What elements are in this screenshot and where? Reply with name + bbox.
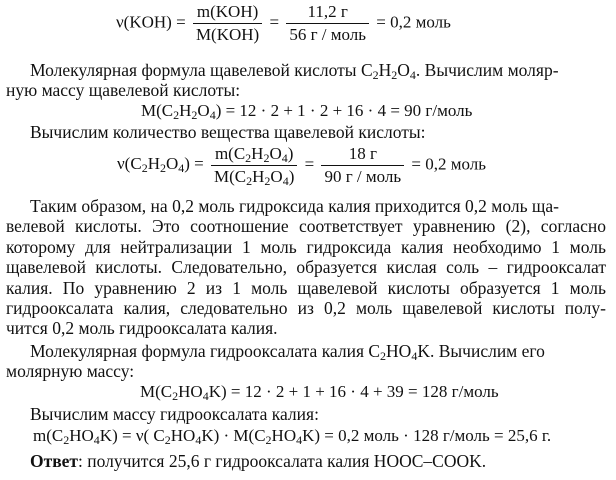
fraction-mass-over-molar [211, 144, 297, 187]
text-segment: K) · M(C [201, 426, 266, 445]
fraction-denominator [211, 166, 297, 187]
fraction-denominator: 56 г / моль [289, 25, 367, 44]
subscript: 4 [296, 433, 303, 447]
subscript: 2 [372, 68, 379, 82]
subscript: 2 [159, 161, 166, 176]
formula-lhs [117, 154, 204, 176]
paragraph-line: Вычислим массу гидрооксалата калия: [30, 404, 319, 424]
text-segment: H [147, 154, 160, 174]
formula-oxalic-molar-mass [141, 101, 472, 121]
subscript: 4 [195, 433, 202, 447]
text-segment: M(C [141, 101, 174, 120]
paragraph-line: велевой кислоты. Это соотношение соответствует уравнению (2), согласно [6, 216, 606, 236]
text-segment: ) [287, 144, 294, 163]
subscript: 2 [245, 151, 252, 165]
fraction-denominator: M(KOH) [195, 25, 260, 44]
paragraph-line: ную массу щавелевой кислоты: [6, 80, 241, 100]
subscript: 2 [141, 161, 148, 176]
answer-line [30, 451, 486, 471]
text-segment: K) = ν( C [99, 426, 165, 445]
fraction-mass-over-molar [193, 2, 262, 45]
subscript: 4 [281, 151, 288, 165]
paragraph-line: калия. По уравнению 2 из 1 моль щавелевой кислоты образуется 1 моль [6, 278, 606, 298]
fraction-numerator [211, 144, 297, 166]
text-segment: HO [271, 426, 297, 445]
fraction-numerator: 18 г [321, 144, 404, 166]
formula-lhs: ν(KOH) = [116, 12, 186, 32]
text-segment: O [269, 144, 282, 163]
equals-sign: = [269, 12, 280, 32]
fraction-numerator: 11,2 г [286, 2, 369, 24]
paragraph-line: щавелевой кислоты. Следовательно, образуется кислая соль – гидрооксалат [6, 257, 606, 277]
subscript: 4 [409, 68, 416, 82]
text-segment: Молекулярная формула гидрооксалата калия C [30, 341, 381, 361]
text-segment: O [397, 60, 410, 80]
text-segment: HO [170, 426, 196, 445]
formula-result: = 0,2 моль [376, 12, 451, 32]
subscript: 4 [411, 349, 418, 363]
subscript: 2 [191, 108, 198, 122]
formula-hydrooxalate-molar-mass [140, 382, 499, 402]
paragraph-line: Таким образом, на 0,2 моль гидроксида калия приходится 0,2 моль ща- [30, 196, 560, 216]
text-segment: O [270, 167, 283, 186]
subscript: 2 [172, 389, 179, 403]
subscript: 4 [202, 389, 209, 403]
subscript: 4 [282, 174, 289, 188]
formula-koh-amount [116, 2, 451, 45]
text-segment: m(C [33, 426, 64, 445]
text-segment: M(C [214, 167, 247, 186]
answer-text: : получится 25,6 г гидрооксалата калия HOOC–COOK. [78, 451, 487, 471]
text-segment: H [251, 144, 264, 163]
text-segment: ) = 12 · 2 + 1 · 2 + 16 · 4 = 90 г/моль [215, 101, 473, 120]
fraction-values [321, 144, 404, 187]
subscript: 2 [265, 433, 272, 447]
subscript: 2 [380, 349, 387, 363]
paragraph-line: Вычислим количество вещества щавелевой кислоты: [30, 122, 426, 142]
subscript: 4 [93, 433, 100, 447]
subscript: 2 [391, 68, 398, 82]
fraction-values [286, 2, 369, 45]
subscript: 2 [246, 174, 253, 188]
subscript: 2 [173, 108, 180, 122]
text-segment: H [179, 101, 192, 120]
text-segment: . Вычислим моляр- [415, 60, 559, 80]
text-segment: HO [69, 426, 94, 445]
subscript: 4 [178, 161, 185, 176]
text-segment: K. Вычислим его [417, 341, 545, 361]
paragraph-line: чится 0,2 моль гидрооксалата калия. [6, 318, 278, 338]
fraction-numerator: m(KOH) [193, 2, 262, 24]
text-segment: HO [386, 341, 412, 361]
formula-oxalic-amount [117, 144, 486, 187]
text-segment: HO [178, 382, 203, 401]
text-segment: H [378, 60, 392, 80]
text-segment: Молекулярная формула щавелевой кислоты C [30, 60, 373, 80]
subscript: 2 [263, 151, 270, 165]
fraction-denominator: 90 г / моль [324, 167, 402, 186]
equals-sign: = [304, 154, 315, 174]
paragraph-line [30, 60, 606, 80]
text-segment: O [197, 101, 210, 120]
text-segment: H [252, 167, 265, 186]
subscript: 2 [264, 174, 271, 188]
text-segment: O [165, 154, 179, 174]
subscript: 4 [209, 108, 216, 122]
text-segment: K) = 12 · 2 + 1 + 16 · 4 + 39 = 128 г/моль [208, 382, 499, 401]
text-segment: K) = 0,2 моль · 128 г/моль = 25,6 г. [302, 426, 552, 445]
paragraph-line: которому для нейтрализации 1 моль гидроксида калия необходимо 1 моль [6, 237, 606, 257]
answer-label: Ответ [30, 451, 79, 471]
text-segment: ) [288, 167, 295, 186]
paragraph-line [30, 341, 606, 361]
text-segment: ) = [184, 154, 204, 174]
text-segment: ν(C [117, 154, 142, 174]
subscript: 2 [63, 433, 70, 447]
formula-result: = 0,2 моль [411, 154, 487, 174]
text-segment: m(C [214, 144, 246, 163]
paragraph-line: молярную массу: [6, 361, 135, 381]
subscript: 2 [164, 433, 171, 447]
text-segment: M(C [140, 382, 173, 401]
paragraph-line: гидрооксалата калия, следовательно из 0,2 моль щавелевой кислоты полу- [6, 298, 606, 318]
formula-hydrooxalate-mass [33, 426, 551, 446]
